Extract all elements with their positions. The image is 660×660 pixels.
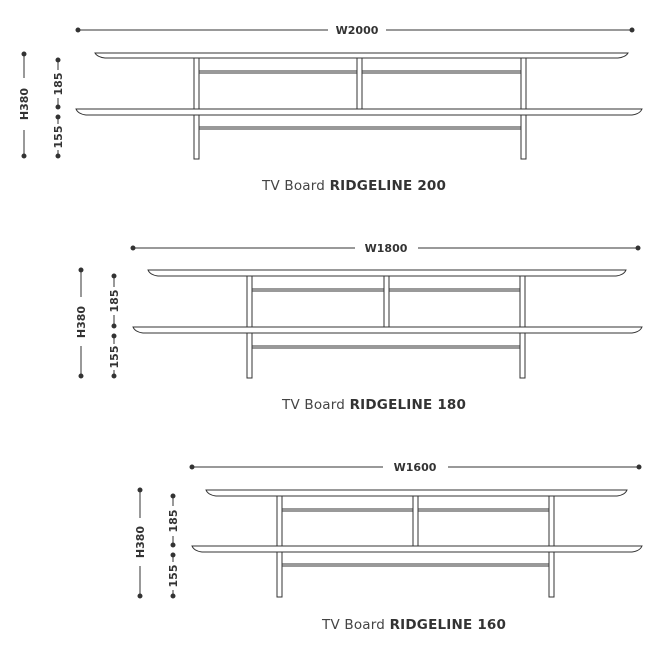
middle-board [133,327,642,333]
lower-label: 155 [167,564,180,588]
unit-ridgeline-200 [22,28,642,159]
height-label: H380 [75,305,88,339]
lower-label: 155 [108,345,121,369]
caption-name: RIDGELINE 200 [329,178,447,194]
top-board [206,490,627,496]
top-board [95,53,628,58]
caption-ridgeline-180 [282,397,466,413]
rails [252,289,520,348]
caption-prefix: TV Board [282,397,346,413]
width-label: W1800 [364,242,408,255]
width-label: W2000 [335,24,379,37]
caption-ridgeline-200 [262,178,446,194]
width-label: W1600 [393,461,437,474]
upper-label: 185 [108,289,121,313]
caption-name: RIDGELINE 160 [389,617,507,633]
caption-ridgeline-160 [322,617,506,633]
rails [199,71,521,129]
middle-board [76,109,642,115]
unit-ridgeline-160 [138,465,642,598]
height-label: H380 [134,525,147,559]
middle-board [192,546,642,552]
caption-prefix: TV Board [262,178,326,194]
height-label: H380 [18,87,31,121]
lower-label: 155 [52,125,65,149]
top-board [148,270,626,276]
caption-prefix: TV Board [322,617,386,633]
upper-label: 185 [167,509,180,533]
unit-ridgeline-180 [79,246,642,378]
upper-label: 185 [52,72,65,96]
caption-name: RIDGELINE 180 [349,397,467,413]
rails [282,509,549,566]
